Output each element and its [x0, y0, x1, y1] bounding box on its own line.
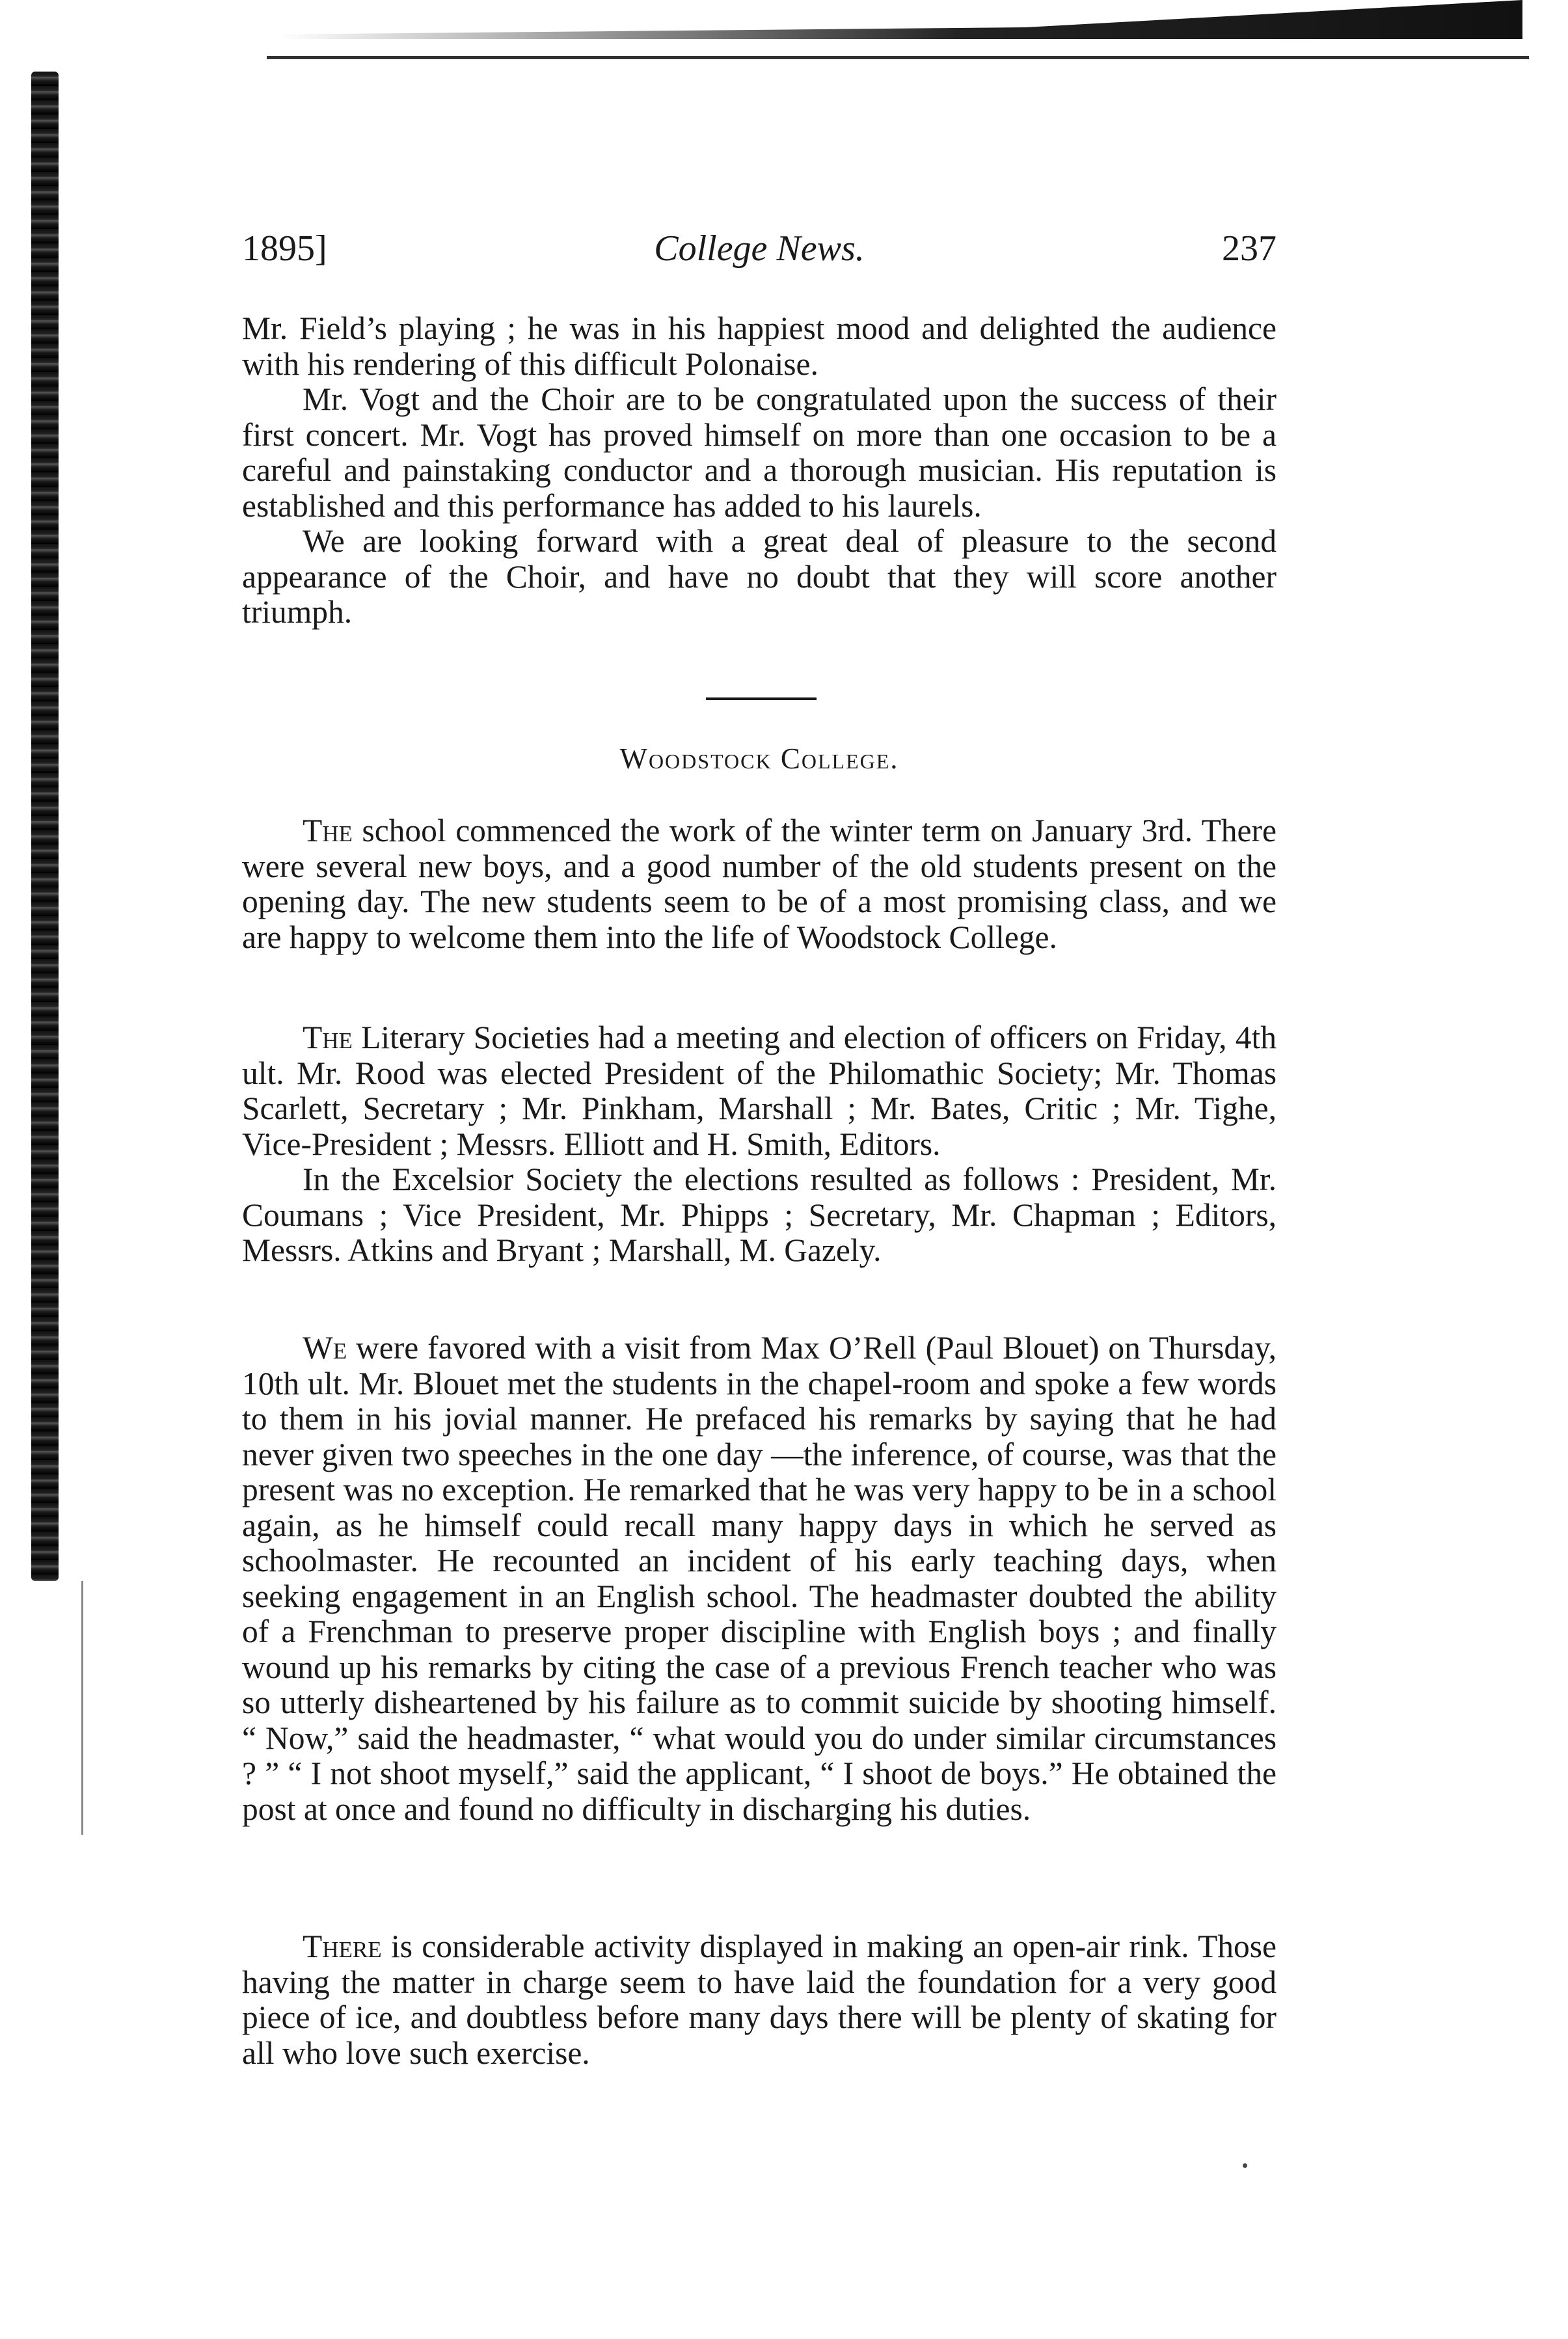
- rink-paragraph: [242, 1929, 1277, 2071]
- scan-speck: [1243, 2163, 1247, 2168]
- paragraph: [242, 1929, 1277, 2071]
- section-heading: Woodstock College.: [619, 742, 899, 775]
- paragraph-text: were favored with a visit from Max O’Rell (Paul Blouet) on Thursday, 10th ult. Mr. Blouet met the students in the chapel-room and spoke a few words to them in his jovial manner. He prefaced his remarks by saying that he had never given two speeches in the one day —the inference, of course, was that the present was no exception. He remarked that he was very happy to be in a school again, as he himself could recall many happy days in which he served as schoolmaster. He recounted an incident of his early teaching days, when seeking engagement in an English school. The headmaster doubted the ability of a Frenchman to preserve proper discipline with English boys ; and finally wound up his remarks by citing the case of a previous French teacher who was so utterly disheartened by his failure as to commit suicide by shooting himself. “ Now,” said the headmaster, “ what would you do under similar circumstances ? ” “ I not shoot myself,” said the applicant, “ I shoot de boys.” He obtained the post at once and found no difficulty in discharging his duties.: [242, 1330, 1277, 1827]
- lead-word: The: [303, 813, 353, 848]
- header-title: College News.: [654, 228, 865, 269]
- paragraph: Mr. Vogt and the Choir are to be congratulated upon the success of their first concert. Mr. Vogt has proved himself on more than one occasion to be a careful and painstaking conductor and a thorough musician. His reputation is established and this performance has added to his laurels.: [242, 381, 1277, 524]
- header-year: 1895]: [242, 228, 327, 269]
- literary-societies-section: [242, 1020, 1277, 1269]
- max-orell-visit-paragraph: [242, 1331, 1277, 1827]
- section-divider: [706, 697, 817, 700]
- paragraph: We are looking forward with a great deal of pleasure to the second appearance of the Choir, and have no doubt that they will score another triumph.: [242, 523, 1277, 630]
- paragraph: [242, 1020, 1277, 1162]
- concert-review-section: [242, 311, 1277, 630]
- scan-binding-edge: [31, 72, 59, 1581]
- paragraph-text: Literary Societies had a meeting and election of officers on Friday, 4th ult. Mr. Rood was elected President of the Philomathic Society; Mr. Thomas Scarlett, Secretary ; Mr. Pinkham, Marshall ; Mr. Bates, Critic ; Mr. Tighe, Vice-President ; Messrs. Elliott and H. Smith, Editors.: [242, 1020, 1277, 1162]
- lead-word: The: [303, 1020, 353, 1055]
- page-number: 237: [1222, 228, 1277, 269]
- paragraph-text: school commenced the work of the winter term on January 3rd. There were several new boys, and a good number of the old students present on the opening day. The new students seem to be of a most promising class, and we are happy to welcome them into the life of Woodstock College.: [242, 813, 1277, 955]
- scan-top-edge: [280, 0, 1522, 39]
- paragraph: [242, 1331, 1277, 1827]
- paragraph: Mr. Field’s playing ; he was in his happiest mood and delighted the audience with his rendering of this difficult Polonaise.: [242, 310, 1277, 382]
- lead-word: There: [303, 1928, 382, 1964]
- paragraph-text: is considerable activity displayed in making an open-air rink. Those having the matter in charge seem to have laid the foundation for a very good piece of ice, and doubtless before many days there will be plenty of skating for all who love such exercise.: [242, 1928, 1277, 2071]
- scan-margin-line: [81, 1581, 83, 1835]
- running-head: [242, 228, 1277, 280]
- winter-term-paragraph: [242, 813, 1277, 955]
- lead-word: We: [303, 1330, 347, 1366]
- paragraph: [242, 813, 1277, 955]
- paragraph: In the Excelsior Society the elections resulted as follows : President, Mr. Coumans ; Vice President, Mr. Phipps ; Secretary, Mr. Chapman ; Editors, Messrs. Atkins and Bryant ; Marshall, M. Gazely.: [242, 1161, 1277, 1268]
- scan-top-rule: [267, 56, 1529, 59]
